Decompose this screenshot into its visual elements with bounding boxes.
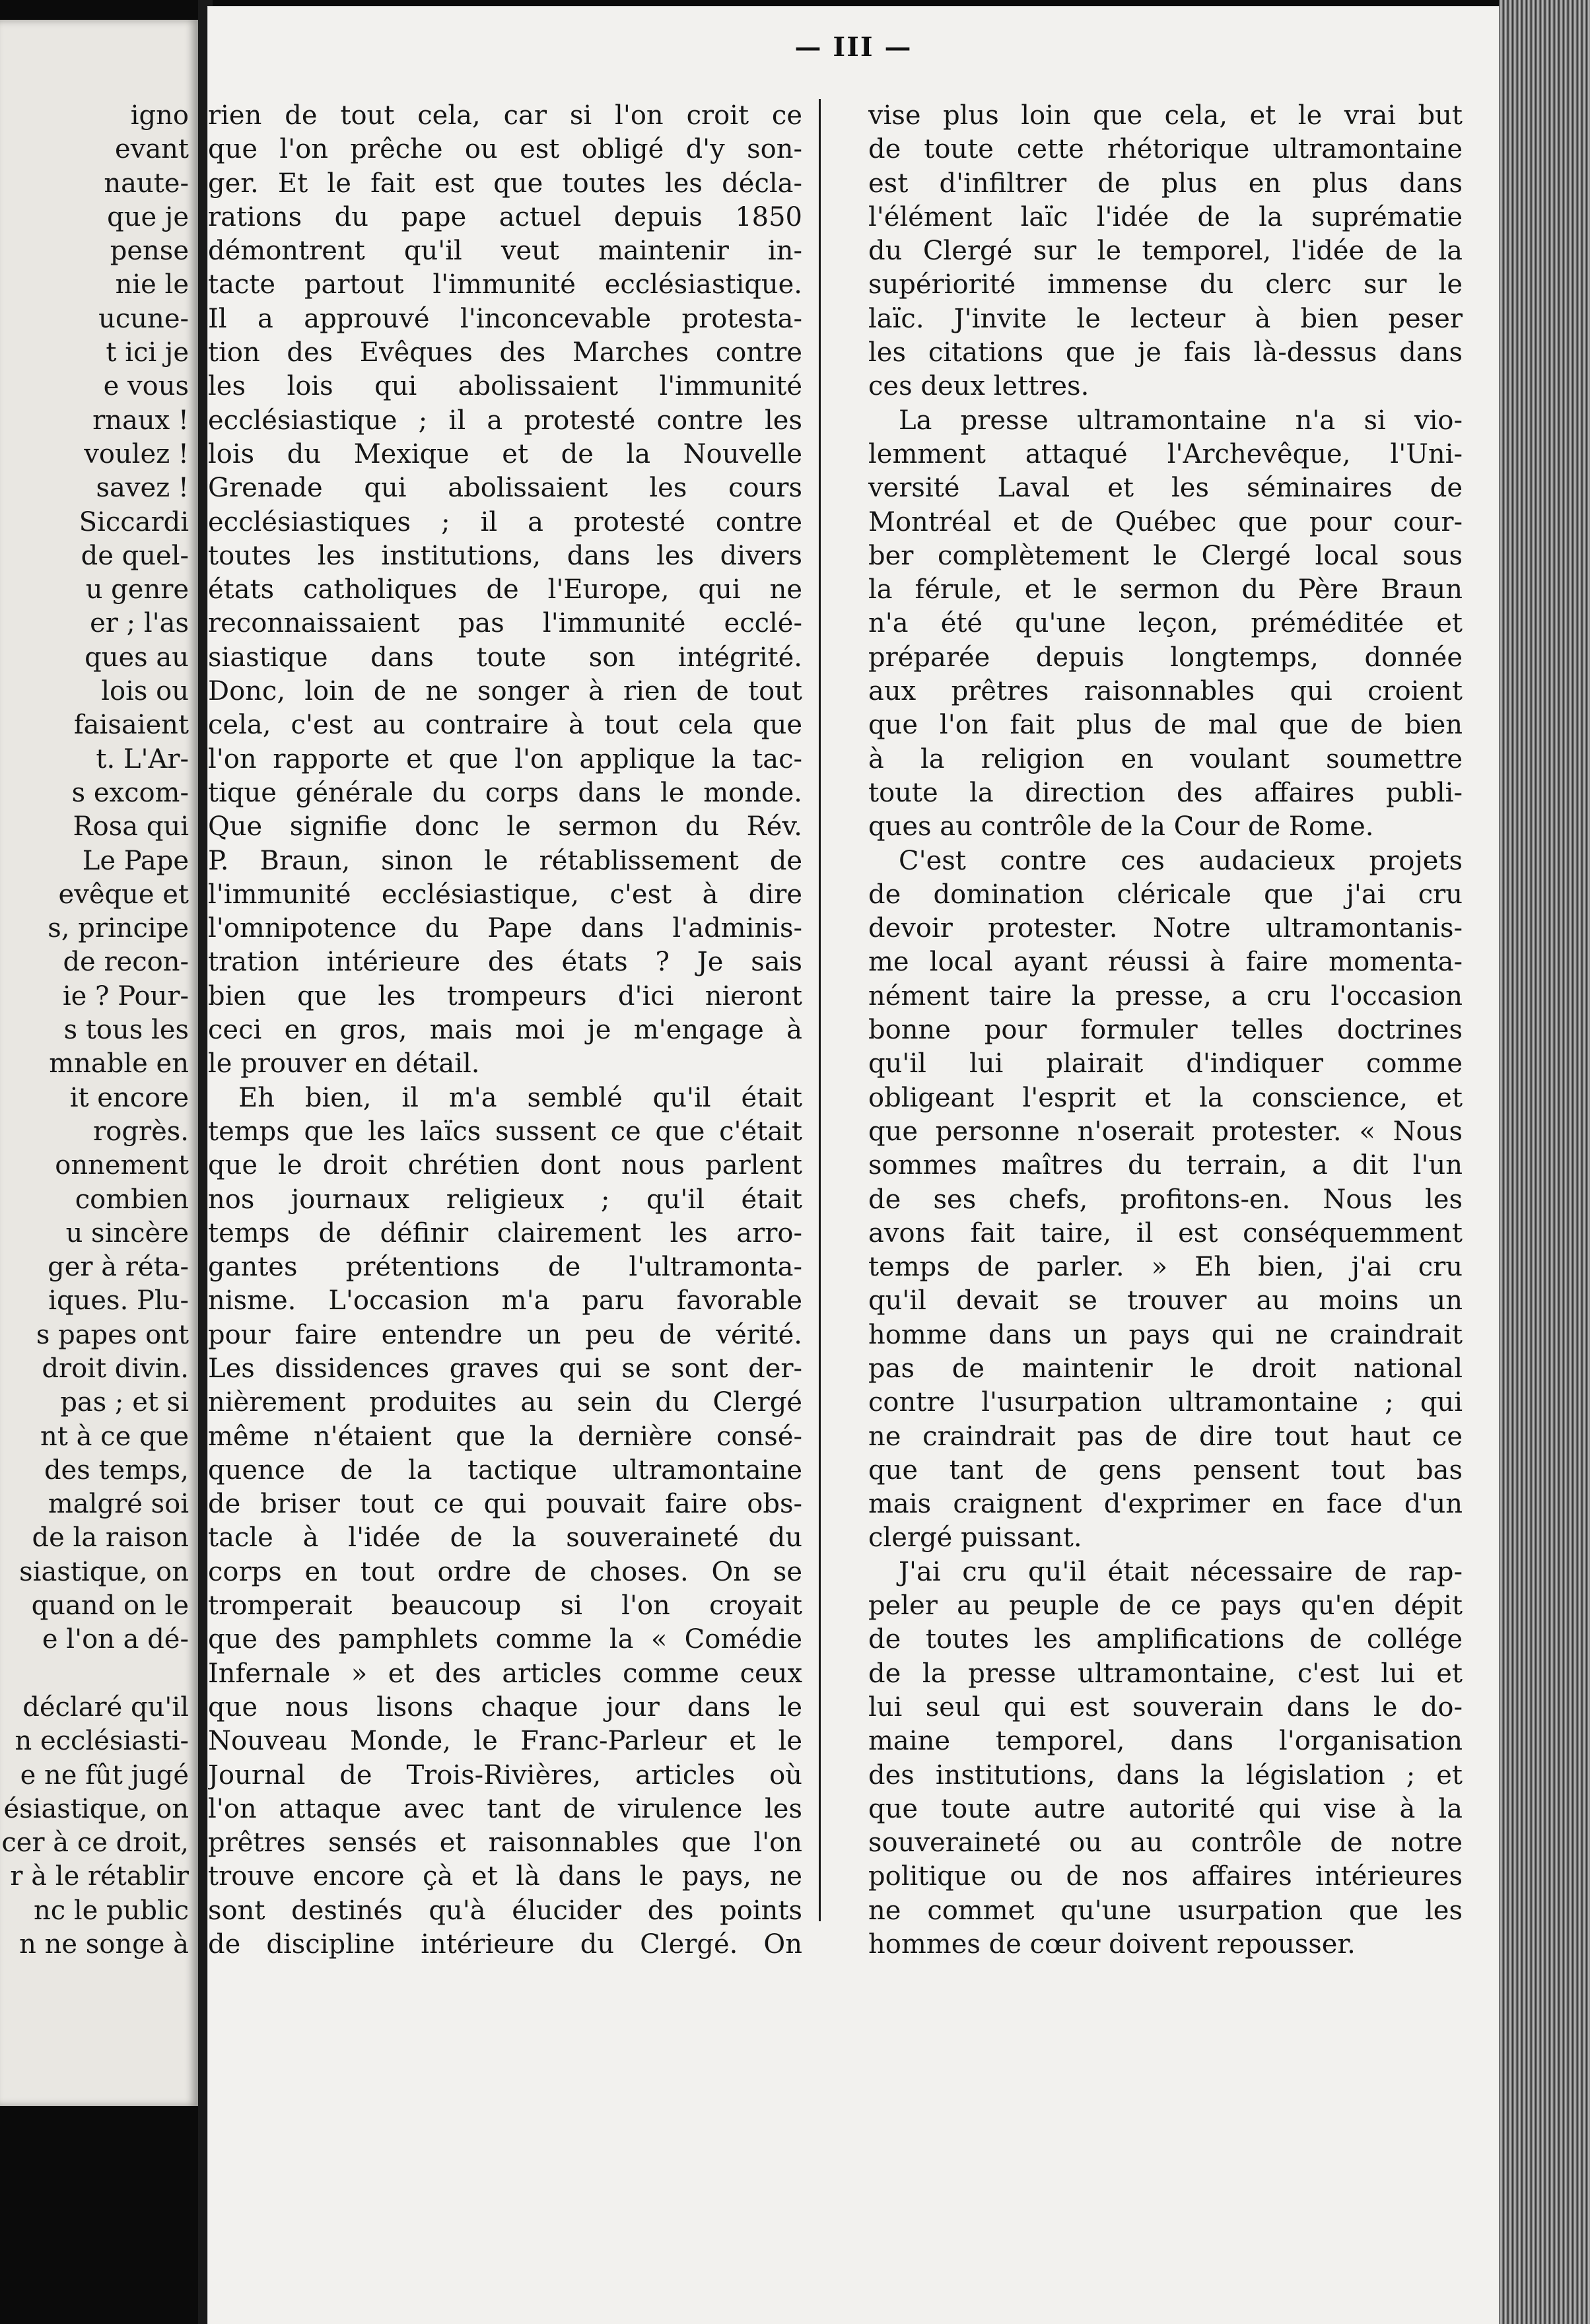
text-line: de la presse ultramontaine, c'est lui et [868,1658,1463,1689]
text-line: lois du Mexique et de la Nouvelle [208,438,802,469]
text-line: Journal de Trois-Rivières, articles où [208,1760,802,1791]
text-line: préparée depuis longtemps, donnée [868,642,1463,673]
text-line: reconnaissaient pas l'immunité ecclé- [208,608,802,639]
previous-page-line: mnable en [49,1048,189,1079]
text-line: corps en tout ordre de choses. On se [208,1556,802,1587]
text-line: versité Laval et les séminaires de [868,473,1463,504]
text-line: l'on attaque avec tant de virulence les [208,1793,802,1824]
text-line: l'omnipotence du Pape dans l'adminis- [208,913,802,944]
text-line: ces deux lettres. [868,371,1089,402]
previous-page-line: onnement [55,1150,189,1181]
previous-page-line: de recon- [63,947,189,978]
previous-page-line: it encore [69,1082,189,1113]
text-line: politique ou de nos affaires intérieures [868,1861,1463,1892]
text-line: tion des Evêques des Marches contre [208,337,802,368]
text-line: même n'étaient que la dernière consé- [208,1421,802,1452]
text-line: nièrement produites au sein du Clergé [208,1387,802,1418]
text-line: Infernale » et des articles comme ceux [208,1658,802,1689]
text-line: gantes prétentions de l'ultramonta- [208,1252,802,1283]
text-line: bien que les trompeurs d'ici nieront [208,980,802,1011]
text-line: toute la direction des affaires publi- [868,777,1463,808]
text-line: sont destinés qu'à élucider des points [208,1895,802,1926]
text-line: de toute cette rhétorique ultramontaine [868,134,1463,165]
previous-page-line: des temps, [44,1454,189,1486]
text-line: temps de définir clairement les arro- [208,1217,802,1248]
previous-page-line: igno [130,100,189,131]
text-line: nos journaux religieux ; qu'il était [208,1184,802,1215]
text-line: états catholiques de l'Europe, qui ne [208,574,802,605]
page-number: — III — [794,32,913,63]
previous-page-line: Le Pape [82,845,189,876]
text-line: qu'il devait se trouver au moins un [868,1285,1463,1316]
previous-page-line: rnaux ! [92,405,189,436]
text-line: que tant de gens pensent tout bas [868,1454,1463,1486]
text-line: du Clergé sur le temporel, l'idée de la [868,236,1463,267]
text-line: C'est contre ces audacieux projets [899,845,1463,876]
previous-page-line: pense [110,236,189,267]
previous-page-line: e vous [103,371,189,402]
text-line: ceci en gros, mais moi je m'engage à [208,1015,802,1046]
text-line: pas de maintenir le droit national [868,1353,1463,1384]
text-line: sommes maîtres du terrain, a dit l'un [868,1150,1463,1181]
text-line: de discipline intérieure du Clergé. On [208,1929,802,1960]
previous-page-text [0,99,189,1962]
previous-page-line: que je [107,201,189,232]
previous-page-line: savez ! [96,473,189,504]
text-line: de briser tout ce qui pouvait faire obs- [208,1489,802,1520]
text-line: pour faire entendre un peu de vérité. [208,1319,802,1350]
text-line: le prouver en détail. [208,1048,480,1079]
text-line: que l'on prêche ou est obligé d'y son- [208,134,802,165]
previous-page-line: pas ; et si [60,1387,189,1418]
text-line: tration intérieure des états ? Je sais [208,947,802,978]
previous-page-line: iques. Plu- [48,1285,189,1316]
text-line: La presse ultramontaine n'a si vio- [899,405,1463,436]
text-line: obligeant l'esprit et la conscience, et [868,1082,1463,1113]
text-line: que l'on fait plus de mal que de bien [868,710,1463,741]
text-line: me local ayant réussi à faire momenta- [868,947,1463,978]
previous-page-line: faisaient [73,710,189,741]
previous-page-line: e ne fût jugé [20,1760,189,1791]
text-line: toutes les institutions, dans les divers [208,540,802,571]
previous-page-line: ucune- [98,303,189,334]
text-line: les citations que je fais là-dessus dans [868,337,1463,368]
text-line: de domination cléricale que j'ai cru [868,879,1463,910]
previous-page-line: nc le public [33,1895,189,1926]
previous-page-line: malgré soi [48,1489,189,1520]
previous-page-line: evant [115,134,189,165]
text-line: homme dans un pays qui ne craindrait [868,1319,1463,1350]
text-line: Que signifie donc le sermon du Rév. [208,811,802,842]
text-line: bonne pour formuler telles doctrines [868,1015,1463,1046]
previous-page-line: ésiastique, on [3,1793,189,1824]
previous-page-line: n ne songe à [19,1929,189,1960]
previous-page-line: Rosa qui [73,811,189,842]
text-line: démontrent qu'il veut maintenir in- [208,236,802,267]
previous-page-line: evêque et [58,879,189,910]
text-line: aux prêtres raisonnables qui croient [868,676,1463,707]
text-line: que personne n'oserait protester. « Nous [868,1116,1463,1147]
text-line: J'ai cru qu'il était nécessaire de rap- [899,1556,1463,1587]
previous-page-line: s tous les [63,1015,189,1046]
text-line: peler au peuple de ce pays qu'en dépit [868,1590,1463,1622]
previous-page-line: naute- [104,168,189,199]
previous-page [0,20,198,2106]
text-line: tacte partout l'immunité ecclésiastique. [208,269,802,300]
previous-page-line: ie ? Pour- [62,980,189,1011]
previous-page-line: ques au [85,642,189,673]
previous-page-line: cer à ce droit, [1,1828,189,1859]
previous-page-line: lois ou [101,676,189,707]
text-line: lui seul qui est souverain dans le do- [868,1692,1463,1723]
previous-page-line: de quel- [81,540,189,571]
text-line: Il a approuvé l'inconcevable protesta- [208,303,802,334]
previous-page-line: e l'on a dé- [42,1624,189,1655]
previous-page-line: nie le [115,269,189,300]
text-line: temps que les laïcs sussent ce que c'était [208,1116,802,1147]
text-line: avons fait taire, il est conséquemment [868,1217,1463,1248]
previous-page-line: er ; l'as [90,608,189,639]
text-line: siastique dans toute son intégrité. [208,642,802,673]
text-line: rien de tout cela, car si l'on croit ce [208,100,802,131]
previous-page-line: droit divin. [42,1353,189,1384]
text-line: souveraineté ou au contrôle de notre [868,1828,1463,1859]
text-line: les lois qui abolissaient l'immunité [208,371,802,402]
text-line: la férule, et le sermon du Père Braun [868,574,1463,605]
text-line: Grenade qui abolissaient les cours [208,473,802,504]
text-line: que nous lisons chaque jour dans le [208,1692,802,1723]
text-line: hommes de cœur doivent repousser. [868,1929,1356,1960]
text-line: l'immunité ecclésiastique, c'est à dire [208,879,802,910]
text-line: Les dissidences graves qui se sont der- [208,1353,802,1384]
text-line: ber complètement le Clergé local sous [868,540,1463,571]
previous-page-line: r à le rétablir [10,1861,189,1892]
text-line: rations du pape actuel depuis 1850 [208,201,802,232]
text-line: Donc, loin de ne songer à rien de tout [208,676,802,707]
text-line: ne commet qu'une usurpation que les [868,1895,1463,1926]
text-line: lemment attaqué l'Archevêque, l'Uni- [868,438,1463,469]
column-divider [819,99,821,1921]
text-line: quence de la tactique ultramontaine [208,1454,802,1486]
previous-page-line: s, principe [48,913,189,944]
previous-page-line: nt à ce que [40,1421,189,1452]
text-line: devoir protester. Notre ultramontanis- [868,913,1463,944]
previous-page-line: siastique, on [19,1556,189,1587]
previous-page-line: s excom- [71,777,189,808]
left-text-column [208,99,802,1962]
text-line: maine temporel, dans l'organisation [868,1726,1463,1757]
text-line: n'a été qu'une leçon, préméditée et [868,608,1463,639]
text-line: que le droit chrétien dont nous parlent [208,1150,802,1181]
previous-page-line: n ecclésiasti- [15,1726,189,1757]
text-line: ecclésiastique ; il a protesté contre les [208,405,802,436]
text-line: ne craindrait pas de dire tout haut ce [868,1421,1463,1452]
previous-page-line: rogrès. [93,1116,189,1147]
text-line: Eh bien, il m'a semblé qu'il était [238,1082,802,1113]
text-line: ger. Et le fait est que toutes les décla- [208,168,802,199]
previous-page-line: Siccardi [79,506,189,537]
previous-page-line: u sincère [65,1217,189,1248]
previous-page-line: quand on le [31,1590,189,1622]
text-line: prêtres sensés et raisonnables que l'on [208,1828,802,1859]
text-line: contre l'usurpation ultramontaine ; qui [868,1387,1463,1418]
text-line: nément taire la presse, a cru l'occasion [868,980,1463,1011]
text-line: des institutions, dans la législation ; et [868,1760,1463,1791]
text-line: que des pamphlets comme la « Comédie [208,1624,802,1655]
right-text-column [868,99,1463,1962]
text-line: cela, c'est au contraire à tout cela que [208,710,802,741]
current-page [208,7,1499,2324]
text-line: Nouveau Monde, le Franc-Parleur et le [208,1726,802,1757]
text-line: l'élément laïc l'idée de la suprématie [868,201,1463,232]
previous-page-line: u genre [85,574,189,605]
text-line: vise plus loin que cela, et le vrai but [868,100,1463,131]
text-line: supériorité immense du clerc sur le [868,269,1463,300]
text-line: P. Braun, sinon le rétablissement de [208,845,802,876]
text-line: tacle à l'idée de la souveraineté du [208,1522,802,1554]
text-line: l'on rapporte et que l'on applique la tac- [208,743,802,774]
previous-page-line: s papes ont [36,1319,189,1350]
text-line: nisme. L'occasion m'a paru favorable [208,1285,802,1316]
previous-page-line: t ici je [106,337,189,368]
text-line: qu'il lui plairait d'indiquer comme [868,1048,1463,1079]
previous-page-line: ger à réta- [48,1252,189,1283]
text-line: trouve encore çà et là dans le pays, ne [208,1861,802,1892]
text-line: clergé puissant. [868,1522,1082,1554]
text-line: ques au contrôle de la Cour de Rome. [868,811,1374,842]
previous-page-line: de la raison [32,1522,189,1554]
text-line: tromperait beaucoup si l'on croyait [208,1590,802,1622]
text-line: à la religion en voulant soumettre [868,743,1463,774]
text-line: laïc. J'invite le lecteur à bien peser [868,303,1463,334]
text-line: ecclésiastiques ; il a protesté contre [208,506,802,537]
text-line: de toutes les amplifications de collége [868,1624,1463,1655]
text-line: Montréal et de Québec que pour cour- [868,506,1463,537]
text-line: tique générale du corps dans le monde. [208,777,802,808]
text-line: est d'infiltrer de plus en plus dans [868,168,1463,199]
previous-page-line: déclaré qu'il [22,1692,189,1723]
previous-page-line: t. L'Ar- [96,743,189,774]
text-line: temps de parler. » Eh bien, j'ai cru [868,1252,1463,1283]
text-line: de ses chefs, profitons-en. Nous les [868,1184,1463,1215]
text-line: mais craignent d'exprimer en face d'un [868,1489,1463,1520]
page-edges [1499,0,1590,2324]
text-line: que toute autre autorité qui vise à la [868,1793,1463,1824]
previous-page-line [0,1657,189,1691]
previous-page-line: combien [75,1184,189,1215]
previous-page-line: voulez ! [84,438,189,469]
